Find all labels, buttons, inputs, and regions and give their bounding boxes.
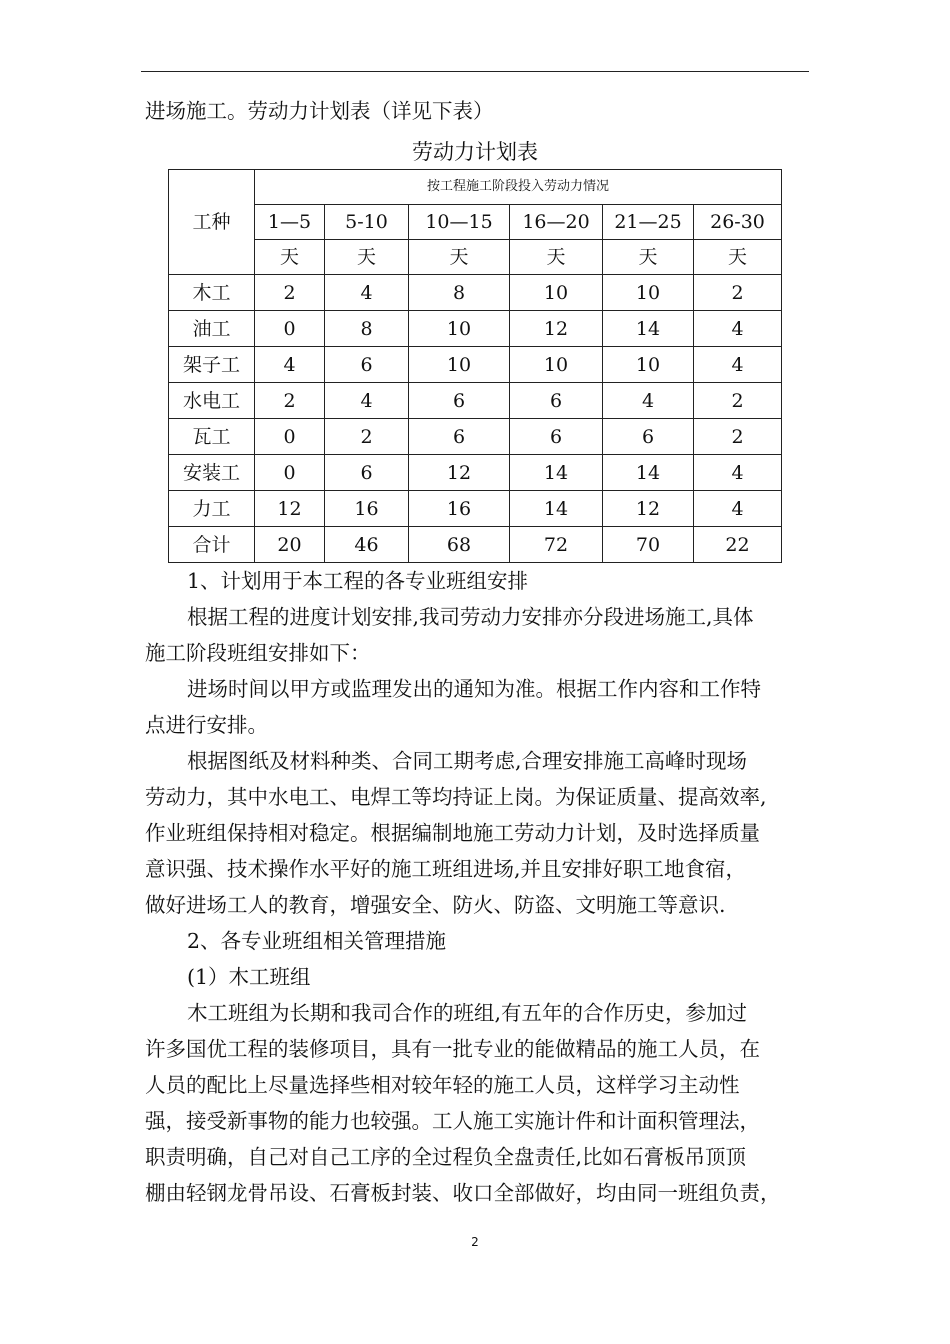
value-cell: 2	[694, 275, 782, 311]
value-cell: 4	[325, 275, 409, 311]
column-range: 1—5	[255, 205, 325, 240]
value-cell: 0	[255, 419, 325, 455]
trade-header: 工种	[169, 170, 255, 275]
table-row	[169, 419, 782, 455]
paragraph-line: 点进行安排。	[145, 713, 268, 737]
trade-cell: 架子工	[169, 347, 255, 383]
paragraph-line: 作业班组保持相对稳定。根据编制地施工劳动力计划，及时选择质量	[145, 821, 760, 845]
value-cell: 0	[255, 455, 325, 491]
table-row	[169, 455, 782, 491]
value-cell: 14	[510, 455, 603, 491]
value-cell: 10	[603, 347, 694, 383]
trade-cell: 木工	[169, 275, 255, 311]
value-cell: 10	[510, 275, 603, 311]
value-cell: 2	[255, 275, 325, 311]
stage-header: 按工程施工阶段投入劳动力情况	[255, 170, 782, 205]
table-row	[169, 383, 782, 419]
trade-cell: 安装工	[169, 455, 255, 491]
value-cell: 16	[325, 491, 409, 527]
column-unit: 天	[255, 240, 325, 275]
value-cell: 8	[409, 275, 510, 311]
intro-line: 进场施工。劳动力计划表（详见下表）	[145, 99, 494, 123]
value-cell: 4	[694, 347, 782, 383]
column-range: 16—20	[510, 205, 603, 240]
value-cell: 14	[603, 311, 694, 347]
paragraph-line: 职责明确，自己对自己工序的全过程负全盘责任,比如石膏板吊顶顶	[145, 1145, 747, 1169]
value-cell: 46	[325, 527, 409, 563]
value-cell: 6	[603, 419, 694, 455]
paragraph-line: 强，接受新事物的能力也较强。工人施工实施计件和计面积管理法，	[145, 1109, 760, 1133]
trade-cell: 瓦工	[169, 419, 255, 455]
value-cell: 8	[325, 311, 409, 347]
column-range: 5-10	[325, 205, 409, 240]
value-cell: 4	[325, 383, 409, 419]
value-cell: 4	[694, 491, 782, 527]
value-cell: 14	[510, 491, 603, 527]
value-cell: 10	[409, 311, 510, 347]
paragraph-line: 做好进场工人的教育，增强安全、防火、防盗、文明施工等意识.	[145, 893, 726, 917]
value-cell: 10	[603, 275, 694, 311]
value-cell: 2	[694, 419, 782, 455]
value-cell: 70	[603, 527, 694, 563]
column-range: 26-30	[694, 205, 782, 240]
trade-cell: 水电工	[169, 383, 255, 419]
header-rule	[141, 71, 809, 72]
column-unit: 天	[409, 240, 510, 275]
table-row	[169, 347, 782, 383]
value-cell: 68	[409, 527, 510, 563]
paragraph-line: 根据工程的进度计划安排,我司劳动力安排亦分段进场施工,具体	[187, 605, 754, 629]
trade-cell: 力工	[169, 491, 255, 527]
value-cell: 2	[694, 383, 782, 419]
table-title: 劳动力计划表	[412, 140, 538, 164]
paragraph-line: 根据图纸及材料种类、合同工期考虑,合理安排施工高峰时现场	[187, 749, 748, 773]
value-cell: 0	[255, 311, 325, 347]
value-cell: 22	[694, 527, 782, 563]
value-cell: 4	[694, 455, 782, 491]
column-unit: 天	[694, 240, 782, 275]
table-row	[169, 311, 782, 347]
paragraph-line: 施工阶段班组安排如下：	[145, 641, 371, 665]
value-cell: 6	[510, 419, 603, 455]
trade-cell: 合计	[169, 527, 255, 563]
paragraph-line: 人员的配比上尽量选择些相对较年轻的施工人员，这样学习主动性	[145, 1073, 740, 1097]
section-heading: 1、计划用于本工程的各专业班组安排	[187, 569, 529, 593]
column-unit: 天	[603, 240, 694, 275]
value-cell: 2	[325, 419, 409, 455]
subsection-heading: (1）木工班组	[187, 965, 311, 989]
paragraph-line: 许多国优工程的装修项目，具有一批专业的能做精品的施工人员，在	[145, 1037, 760, 1061]
value-cell: 2	[255, 383, 325, 419]
value-cell: 14	[603, 455, 694, 491]
value-cell: 12	[603, 491, 694, 527]
paragraph-line: 意识强、技术操作水平好的施工班组进场,并且安排好职工地食宿，	[145, 857, 747, 881]
value-cell: 6	[409, 383, 510, 419]
table-row-total	[169, 527, 782, 563]
section-heading: 2、各专业班组相关管理措施	[187, 929, 447, 953]
value-cell: 12	[255, 491, 325, 527]
value-cell: 4	[694, 311, 782, 347]
value-cell: 72	[510, 527, 603, 563]
value-cell: 6	[325, 455, 409, 491]
value-cell: 4	[603, 383, 694, 419]
value-cell: 10	[409, 347, 510, 383]
value-cell: 20	[255, 527, 325, 563]
paragraph-line: 劳动力，其中水电工、电焊工等均持证上岗。为保证质量、提高效率,	[145, 785, 767, 809]
value-cell: 6	[409, 419, 510, 455]
value-cell: 6	[325, 347, 409, 383]
labor-plan-table	[168, 169, 782, 563]
column-range: 21—25	[603, 205, 694, 240]
value-cell: 16	[409, 491, 510, 527]
column-unit: 天	[325, 240, 409, 275]
trade-cell: 油工	[169, 311, 255, 347]
column-range: 10—15	[409, 205, 510, 240]
paragraph-line: 木工班组为长期和我司合作的班组,有五年的合作历史，参加过	[187, 1001, 748, 1025]
value-cell: 4	[255, 347, 325, 383]
value-cell: 12	[510, 311, 603, 347]
paragraph-line: 进场时间以甲方或监理发出的通知为准。根据工作内容和工作特	[187, 677, 761, 701]
table-row	[169, 491, 782, 527]
value-cell: 12	[409, 455, 510, 491]
column-unit: 天	[510, 240, 603, 275]
page-number: 2	[471, 1235, 479, 1249]
value-cell: 10	[510, 347, 603, 383]
table-row	[169, 275, 782, 311]
paragraph-line: 棚由轻钢龙骨吊设、石膏板封装、收口全部做好，均由同一班组负责，	[145, 1181, 781, 1205]
value-cell: 6	[510, 383, 603, 419]
